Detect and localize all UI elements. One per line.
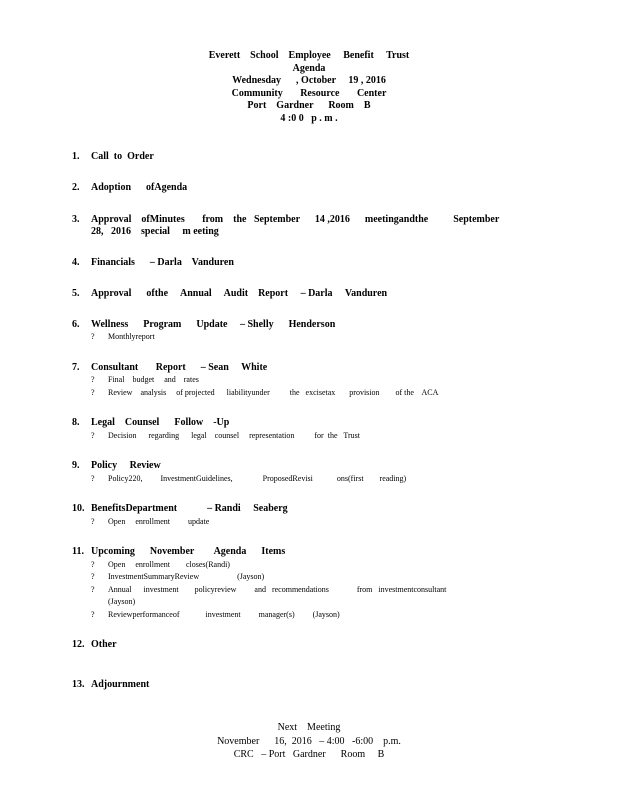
agenda-subitem-text: Decision regarding legal counsel representation for the Trust (108, 430, 360, 440)
next-meeting-date: November 16, 2016 – 4:00 -6:00 p.m. (217, 735, 401, 747)
agenda-subitem-text: Policy220, InvestmentGuidelines, ProposedRevisi ons(first reading) (108, 473, 407, 483)
bullet-icon: ? (91, 609, 95, 619)
agenda-subitem-text: Open enrollment update (108, 516, 210, 526)
agenda-item (72, 460, 542, 485)
agenda-subitem (72, 584, 542, 609)
bullet-icon: ? (91, 430, 95, 440)
bullet-icon: ? (91, 516, 95, 526)
meeting-venue: Community Resource Center (231, 87, 387, 99)
agenda-item (72, 679, 542, 692)
agenda-item-number: 3. (72, 213, 80, 225)
agenda-item (72, 639, 542, 652)
agenda-item-number: 9. (72, 460, 80, 471)
agenda-item-title: Approval ofthe Annual Audit Report – Darla Vanduren (91, 288, 388, 299)
agenda-item-title: Legal Counsel Follow -Up (91, 417, 230, 428)
agenda-item (72, 288, 542, 301)
next-meeting-location: CRC – Port Gardner Room B (233, 749, 385, 760)
agenda-items (72, 151, 542, 691)
organization-name: Everett School Employee Benefit Trust (208, 50, 410, 61)
agenda-item-title: Wellness Program Update – Shelly Henderson (91, 318, 336, 330)
meeting-date: Wednesday , October 19 , 2016 (232, 75, 386, 87)
agenda-subitem-text: Open enrollment closes(Randi) (108, 559, 230, 569)
agenda-item-number: 6. (72, 318, 80, 330)
agenda-subitem (72, 387, 542, 400)
meeting-time: 4 :0 0 p . m . (280, 112, 338, 124)
agenda-item-heading (72, 639, 542, 652)
meeting-room: Port Gardner Room B (247, 100, 371, 112)
agenda-subitem (72, 516, 542, 529)
bullet-icon: ? (91, 572, 95, 581)
agenda-item-heading (72, 288, 542, 301)
next-meeting-footer (0, 721, 618, 762)
agenda-item-heading (72, 257, 542, 270)
agenda-item-heading (72, 319, 542, 332)
agenda-item-heading (72, 362, 542, 375)
agenda-item (72, 546, 542, 621)
agenda-item-heading (72, 503, 542, 516)
agenda-item-heading (72, 679, 542, 692)
bullet-icon: ? (91, 473, 95, 483)
agenda-item-title: Consultant Report – Sean White (91, 361, 268, 373)
agenda-subitem (72, 559, 542, 572)
agenda-item-heading (72, 546, 542, 559)
document-title: Agenda (292, 62, 326, 74)
agenda-item-number: 5. (72, 288, 80, 299)
agenda-item (72, 257, 542, 270)
agenda-subitem-text: Final budget and rates (108, 375, 199, 384)
bullet-icon: ? (91, 584, 95, 594)
agenda-subitem (72, 331, 542, 344)
agenda-item-heading (72, 151, 542, 164)
bullet-icon: ? (91, 387, 95, 397)
agenda-item-title: Approval ofMinutes from the September 14 ,2016 meetingandthe September 28, 2016 special m eeting (91, 213, 500, 237)
agenda-item (72, 319, 542, 344)
bullet-icon: ? (91, 559, 95, 569)
agenda-item (72, 503, 542, 528)
bullet-icon: ? (91, 332, 95, 341)
agenda-item-heading (72, 182, 542, 195)
agenda-item-number: 4. (72, 257, 80, 268)
agenda-item-number: 13. (72, 678, 85, 690)
agenda-item-number: 2. (72, 182, 80, 193)
agenda-item-number: 7. (72, 361, 80, 373)
agenda-item-number: 1. (72, 151, 80, 162)
agenda-item-heading (72, 417, 542, 430)
agenda-subitem (72, 374, 542, 387)
agenda-item-number: 12. (72, 639, 85, 650)
agenda-item (72, 362, 542, 400)
agenda-item-title: BenefitsDepartment – Randi Seaberg (91, 503, 288, 514)
agenda-item (72, 182, 542, 195)
agenda-header (0, 50, 618, 126)
agenda-item-heading (72, 214, 542, 239)
agenda-subitem-text: Review analysis of projected liabilityunder the excisetax provision of the ACA (108, 387, 439, 397)
agenda-subitem-text: InvestmentSummaryReview (Jayson) (108, 572, 265, 581)
agenda-item-title: Adjournment (91, 678, 150, 690)
agenda-item-number: 8. (72, 417, 80, 428)
agenda-item (72, 214, 542, 239)
agenda-subitem-text: Monthlyreport (108, 332, 155, 341)
bullet-icon: ? (91, 375, 95, 384)
agenda-item-title: Upcoming November Agenda Items (91, 546, 286, 557)
agenda-item (72, 417, 542, 442)
agenda-item-number: 10. (72, 503, 85, 514)
agenda-subitem-text: Reviewperformanceof investment manager(s) (Jayson) (108, 609, 340, 619)
agenda-item-title: Adoption ofAgenda (91, 182, 188, 193)
next-meeting-heading: Next Meeting (277, 722, 341, 733)
agenda-item-title: Policy Review (91, 460, 161, 471)
agenda-subitem (72, 473, 542, 486)
agenda-item-heading (72, 460, 542, 473)
agenda-item-title: Financials – Darla Vanduren (91, 257, 234, 268)
agenda-subitem-text: Annual investment policyreview and recommendations from investmentconsultant (Jayson) (108, 584, 447, 606)
agenda-item-number: 11. (72, 546, 84, 557)
agenda-subitem (72, 609, 542, 622)
agenda-item-title: Call to Order (91, 151, 154, 162)
agenda-item (72, 151, 542, 164)
agenda-subitem (72, 571, 542, 584)
agenda-item-title: Other (91, 639, 117, 650)
agenda-subitem (72, 430, 542, 443)
